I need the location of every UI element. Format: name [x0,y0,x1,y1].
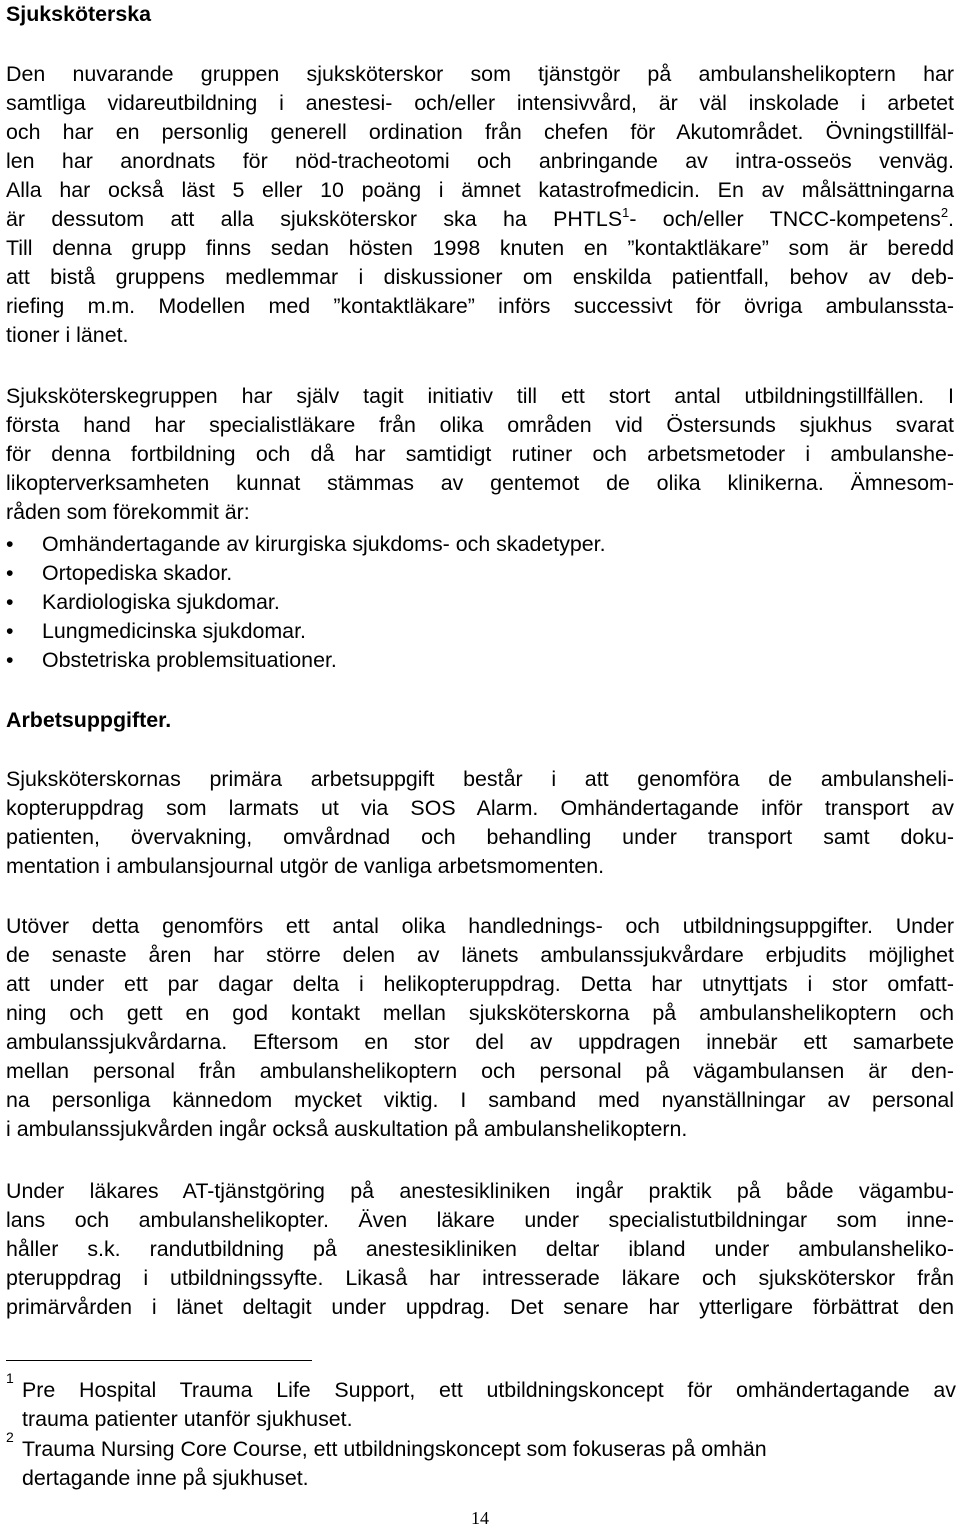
paragraph-5-line-5: primärvården i länet deltagit under uppdrag. Det senare har ytterligare förbättrat den [6,1295,954,1319]
paragraph-5-line-3: håller s.k. randutbildning på anestesikliniken deltar ibland under ambulansheliko- [6,1237,954,1261]
paragraph-4-line-7: na personliga kännedom mycket viktig. I samband med nyanställningar av personal [6,1088,954,1112]
paragraph-4-line-8: i ambulanssjukvården ingår också auskultation på ambulanshelikoptern. [6,1117,688,1141]
paragraph-5-line-4: pteruppdrag i utbildningssyfte. Likaså har intresserade läkare och sjuksköterskor från [6,1266,954,1290]
paragraph-1-line-1: Den nuvarande gruppen sjuksköterskor som tjänstgör på ambulanshelikoptern har [6,62,954,86]
list-item: Lungmedicinska sjukdomar. [42,619,306,643]
footnote-2-line-2: dertagande inne på sjukhuset. [22,1466,309,1490]
list-item: Omhändertagande av kirurgiska sjukdoms- och skadetyper. [42,532,606,556]
paragraph-3-line-2: kopteruppdrag som larmats ut via SOS Alarm. Omhändertagande inför transport av [6,796,954,820]
list-item: Kardiologiska sjukdomar. [42,590,280,614]
paragraph-3-line-3: patienten, övervakning, omvårdnad och behandling under transport samt doku- [6,825,954,849]
paragraph-2-line-3: för denna fortbildning och då har samtidigt rutiner och arbetsmetoder i ambulanshe- [6,442,954,466]
p1-line6-text-c: . [948,207,954,231]
p1-line6-text-b: - och/eller TNCC-kompetens [629,207,941,231]
list-item: Ortopediska skador. [42,561,233,585]
paragraph-1-line-3: och har en personlig generell ordination från chefen för Akutområdet. Övningstillfäl- [6,120,954,144]
paragraph-4-line-5: ambulanssjukvårdarna. Eftersom en stor del av uppdragen innebär ett samarbete [6,1030,954,1054]
bullet-dot: • [6,648,14,672]
list-item: Obstetriska problemsituationer. [42,648,337,672]
paragraph-1-line-5: Alla har också läst 5 eller 10 poäng i ämnet katastrofmedicin. En av målsättningarna [6,178,954,202]
paragraph-4-line-2: de senaste åren har större delen av länets ambulanssjukvårdare erbjudits möjlighet [6,943,954,967]
paragraph-3-line-1: Sjuksköterskornas primära arbetsuppgift består i att genomföra de ambulansheli- [6,767,954,791]
footnote-ref-2: 2 [940,205,949,220]
p1-line6-text-a: är dessutom att alla sjuksköterskor ska ha PHTLS [6,207,623,231]
footnote-1-line-2: trauma patienter utanför sjukhuset. [22,1407,353,1431]
paragraph-2-line-4: likopterverksamheten kunnat stämmas av gentemot de olika klinikerna. Ämnesom- [6,471,954,495]
paragraph-4-line-3: att under ett par dagar delta i helikopteruppdrag. Detta har utnyttjats i stor omfatt- [6,972,954,996]
paragraph-1-line-8: att bistå gruppens medlemmar i diskussioner om enskilda patientfall, behov av deb- [6,265,954,289]
paragraph-1-line-4: len har anordnats för nöd-tracheotomi och anbringande av intra-osseös venväg. [6,149,954,173]
paragraph-4-line-1: Utöver detta genomförs ett antal olika handlednings- och utbildningsuppgifter. Under [6,914,954,938]
paragraph-5-line-1: Under läkares AT-tjänstgöring på anestesikliniken ingår praktik på både vägambu- [6,1179,954,1203]
page-number: 14 [471,1508,489,1528]
paragraph-1-line-10: tioner i länet. [6,323,129,347]
bullet-dot: • [6,590,14,614]
paragraph-4-line-4: ning och gett en god kontakt mellan sjuksköterskorna på ambulanshelikoptern och [6,1001,954,1025]
footnote-1-line-1: Pre Hospital Trauma Life Support, ett utbildningskoncept för omhändertagande av [22,1378,956,1402]
bullet-dot: • [6,532,14,556]
section-heading: Sjuksköterska [6,2,152,26]
bullet-dot: • [6,619,14,643]
footnote-2-line-1: Trauma Nursing Core Course, ett utbildningskoncept som fokuseras på omhän [22,1437,767,1461]
bullet-dot: • [6,561,14,585]
paragraph-5-line-2: lans och ambulanshelikopter. Även läkare under specialistutbildningar som inne- [6,1208,954,1232]
footnote-separator [6,1360,312,1361]
footnote-marker-1: 1 [6,1370,14,1386]
paragraph-2-line-1: Sjuksköterskegruppen har själv tagit initiativ till ett stort antal utbildningstillfällen. I [6,384,954,408]
paragraph-2-line-5: råden som förekommit är: [6,500,250,524]
subheading-arbetsuppgifter: Arbetsuppgifter. [6,708,172,732]
paragraph-4-line-6: mellan personal från ambulanshelikoptern och personal på vägambulansen är den- [6,1059,954,1083]
paragraph-1-line-9: riefing m.m. Modellen med ”kontaktläkare” införs successivt för övriga ambulanssta- [6,294,954,318]
paragraph-1-line-7: Till denna grupp finns sedan hösten 1998 knuten en ”kontaktläkare” som är beredd [6,236,954,260]
paragraph-1-line-2: samtliga vidareutbildning i anestesi- och/eller intensivvård, är väl inskolade i arbetet [6,91,954,115]
footnote-marker-2: 2 [6,1429,14,1445]
paragraph-2-line-2: första hand har specialistläkare från olika områden vid Östersunds sjukhus svarat [6,413,954,437]
paragraph-1-line-6 [6,205,954,233]
footnote-ref-1: 1 [622,205,630,220]
paragraph-3-line-4: mentation i ambulansjournal utgör de vanliga arbetsmomenten. [6,854,605,878]
